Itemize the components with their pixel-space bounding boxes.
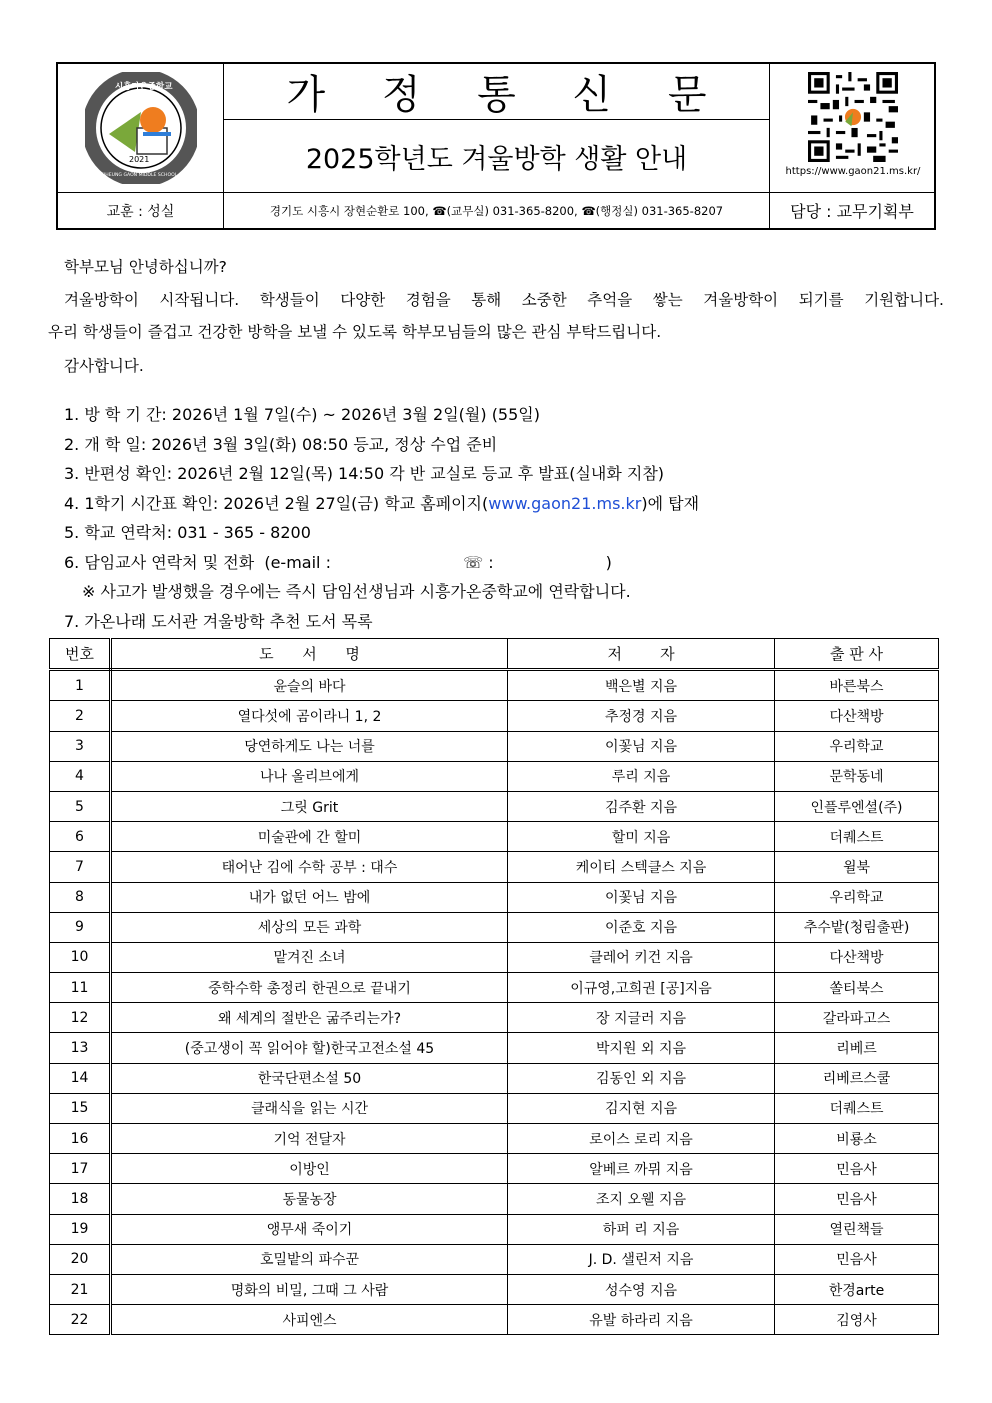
book-publisher: 다산책방 [775, 942, 939, 972]
book-number: 3 [50, 731, 111, 761]
book-author: 로이스 로리 지음 [508, 1124, 775, 1154]
book-publisher: 더퀘스트 [775, 1093, 939, 1123]
book-title: 사피엔스 [111, 1305, 508, 1335]
table-row [50, 1244, 939, 1274]
school-address: 경기도 시흥시 장현순환로 100, ☎(교무실) 031-365-8200, ☎(행정실) 031-365-8207 [224, 193, 770, 228]
intro-line-2: 우리 학생들이 즐겁고 건강한 방학을 보낼 수 있도록 학부모님들의 많은 관심 부탁드립니다. [48, 323, 662, 341]
book-author: 할미 지음 [508, 822, 775, 852]
timetable-suffix: )에 탑재 [641, 493, 700, 513]
book-number: 8 [50, 882, 111, 912]
qr-code-icon[interactable] [808, 72, 898, 162]
table-row [50, 1063, 939, 1093]
book-publisher: 비룡소 [775, 1124, 939, 1154]
book-author: 이꽃님 지음 [508, 882, 775, 912]
book-author: 유발 하라리 지음 [508, 1305, 775, 1335]
book-number: 11 [50, 973, 111, 1003]
table-row [50, 1305, 939, 1335]
book-number: 10 [50, 942, 111, 972]
book-number: 22 [50, 1305, 111, 1335]
book-title: 태어난 김에 수학 공부 : 대수 [111, 852, 508, 882]
book-number: 16 [50, 1124, 111, 1154]
table-row [50, 791, 939, 821]
col-header-author: 저 자 [508, 639, 775, 670]
book-title: 그릿 Grit [111, 791, 508, 821]
logo-year: 2021 [128, 155, 149, 164]
book-publisher: 쏠티북스 [775, 973, 939, 1003]
book-number: 5 [50, 791, 111, 821]
book-number: 1 [50, 670, 111, 701]
item-timetable [64, 489, 699, 519]
book-number: 21 [50, 1274, 111, 1304]
book-title: 왜 세계의 절반은 굶주리는가? [111, 1003, 508, 1033]
item-class-assignment: 3. 반편성 확인: 2026년 2월 12일(목) 14:50 각 반 교실로 등교 후 발표(실내화 지참) [64, 464, 665, 483]
newsletter-header [56, 62, 936, 230]
book-title: 나나 올리브에게 [111, 761, 508, 791]
school-motto: 교훈 : 성실 [58, 193, 224, 228]
book-author: 장 지글러 지음 [508, 1003, 775, 1033]
item-accident-notice: ※ 사고가 발생했을 경우에는 즉시 담임선생님과 시흥가온중학교에 연락합니다. [82, 582, 631, 601]
book-author: J. D. 샐린저 지음 [508, 1244, 775, 1274]
book-author: 백은별 지음 [508, 670, 775, 701]
book-title: 이방인 [111, 1154, 508, 1184]
book-number: 15 [50, 1093, 111, 1123]
book-publisher: 민음사 [775, 1244, 939, 1274]
book-title: 클래식을 읽는 시간 [111, 1093, 508, 1123]
book-number: 13 [50, 1033, 111, 1063]
book-author: 김지현 지음 [508, 1093, 775, 1123]
item-school-contact: 5. 학교 연락처: 031 - 365 - 8200 [64, 523, 311, 542]
book-author: 조지 오웰 지음 [508, 1184, 775, 1214]
table-row [50, 1033, 939, 1063]
book-author: 클레어 키건 지음 [508, 942, 775, 972]
table-row [50, 852, 939, 882]
book-title: 당연하게도 나는 너를 [111, 731, 508, 761]
timetable-prefix: 4. 1학기 시간표 확인: 2026년 2월 27일(금) 학교 홈페이지( [64, 493, 489, 513]
book-title: 맡겨진 소녀 [111, 942, 508, 972]
book-number: 9 [50, 912, 111, 942]
book-title: 동물농장 [111, 1184, 508, 1214]
book-author: 하퍼 리 지음 [508, 1214, 775, 1244]
book-publisher: 갈라파고스 [775, 1003, 939, 1033]
item-teacher-contact: 6. 담임교사 연락처 및 전화 (e-mail : ☏ : ) [64, 552, 612, 572]
book-publisher: 열린책들 [775, 1214, 939, 1244]
book-publisher: 한경arte [775, 1274, 939, 1304]
book-publisher: 우리학교 [775, 882, 939, 912]
notice-items [64, 400, 699, 636]
table-row [50, 731, 939, 761]
table-row [50, 1003, 939, 1033]
book-publisher: 리베르 [775, 1033, 939, 1063]
book-number: 2 [50, 701, 111, 731]
col-header-number: 번호 [50, 639, 111, 670]
table-row [50, 1184, 939, 1214]
book-author: 박지원 외 지음 [508, 1033, 775, 1063]
qr-url-text: https://www.gaon21.ms.kr/ [785, 166, 921, 177]
book-author: 성수영 지음 [508, 1274, 775, 1304]
newsletter-subtitle: 2025학년도 겨울방학 생활 안내 [224, 120, 770, 192]
book-author: 이규영,고희권 [공]지음 [508, 973, 775, 1003]
book-number: 7 [50, 852, 111, 882]
school-logo-cell [58, 64, 224, 192]
table-row [50, 1274, 939, 1304]
book-publisher: 윌북 [775, 852, 939, 882]
book-title: 한국단편소설 50 [111, 1063, 508, 1093]
book-number: 12 [50, 1003, 111, 1033]
book-title: 명화의 비밀, 그때 그 사람 [111, 1274, 508, 1304]
book-author: 이꽃님 지음 [508, 731, 775, 761]
book-number: 19 [50, 1214, 111, 1244]
logo-school-name: 시흥가온중학교 [114, 82, 172, 92]
book-author: 이준호 지음 [508, 912, 775, 942]
table-row [50, 912, 939, 942]
table-row [50, 1124, 939, 1154]
intro-line-1: 겨울방학이 시작됩니다. 학생들이 다양한 경험을 통해 소중한 추억을 쌓는 겨울방학이 되기를 기원합니다. [64, 291, 944, 309]
book-publisher: 문학동네 [775, 761, 939, 791]
book-title: 열다섯에 곰이라니 1, 2 [111, 701, 508, 731]
item-library-list: 7. 가온나래 도서관 겨울방학 추천 도서 목록 [64, 611, 373, 631]
col-header-title: 도 서 명 [111, 639, 508, 670]
newsletter-title: 가 정 통 신 문 [224, 64, 770, 120]
book-author: 김동인 외 지음 [508, 1063, 775, 1093]
greeting-text: 학부모님 안녕하십니까? [64, 258, 227, 276]
book-publisher: 다산책방 [775, 701, 939, 731]
book-title: 내가 없던 어느 밤에 [111, 882, 508, 912]
book-number: 17 [50, 1154, 111, 1184]
table-row [50, 670, 939, 701]
school-logo-emblem [85, 72, 197, 184]
book-title: 기억 전달자 [111, 1124, 508, 1154]
book-publisher: 리베르스쿨 [775, 1063, 939, 1093]
table-row [50, 761, 939, 791]
table-row [50, 822, 939, 852]
book-title: 미술관에 간 할미 [111, 822, 508, 852]
table-row [50, 1214, 939, 1244]
book-title: 중학수학 총정리 한권으로 끝내기 [111, 973, 508, 1003]
book-title: 호밀밭의 파수꾼 [111, 1244, 508, 1274]
book-title: 세상의 모든 과학 [111, 912, 508, 942]
book-publisher: 바른북스 [775, 670, 939, 701]
book-number: 6 [50, 822, 111, 852]
book-publisher: 더퀘스트 [775, 822, 939, 852]
book-author: 케이티 스텍클스 지음 [508, 852, 775, 882]
book-author: 루리 지음 [508, 761, 775, 791]
book-number: 4 [50, 761, 111, 791]
school-homepage-link[interactable]: www.gaon21.ms.kr [488, 493, 642, 513]
book-number: 14 [50, 1063, 111, 1093]
header-info-row [58, 192, 934, 228]
book-title: 윤슬의 바다 [111, 670, 508, 701]
book-publisher: 인플루엔셜(주) [775, 791, 939, 821]
book-title: 앵무새 죽이기 [111, 1214, 508, 1244]
book-author: 추정경 지음 [508, 701, 775, 731]
book-publisher: 우리학교 [775, 731, 939, 761]
table-header-row [50, 639, 939, 670]
book-publisher: 추수밭(청림출판) [775, 912, 939, 942]
logo-english-name: SIHEUNG GAON MIDDLE SCHOOL [100, 173, 177, 178]
book-author: 알베르 까뮈 지음 [508, 1154, 775, 1184]
table-row [50, 942, 939, 972]
table-row [50, 973, 939, 1003]
table-row [50, 1093, 939, 1123]
col-header-publisher: 출 판 사 [775, 639, 939, 670]
book-number: 18 [50, 1184, 111, 1214]
thanks-text: 감사합니다. [64, 357, 144, 375]
book-number: 20 [50, 1244, 111, 1274]
qr-code-cell [770, 64, 936, 192]
book-publisher: 민음사 [775, 1184, 939, 1214]
item-opening-day: 2. 개 학 일: 2026년 3월 3일(화) 08:50 등교, 정상 수업 준비 [64, 434, 498, 454]
table-row [50, 1154, 939, 1184]
table-row [50, 882, 939, 912]
book-publisher: 민음사 [775, 1154, 939, 1184]
book-publisher: 김영사 [775, 1305, 939, 1335]
book-title: (중고생이 꼭 읽어야 할)한국고전소설 45 [111, 1033, 508, 1063]
book-rows [50, 670, 939, 1335]
table-row [50, 701, 939, 731]
item-vacation-period: 1. 방 학 기 간: 2026년 1월 7일(수) ~ 2026년 3월 2일(월) (55일) [64, 405, 540, 424]
book-author: 김주환 지음 [508, 791, 775, 821]
book-list-table [49, 638, 939, 1335]
department-in-charge: 담당 : 교무기획부 [790, 202, 914, 221]
